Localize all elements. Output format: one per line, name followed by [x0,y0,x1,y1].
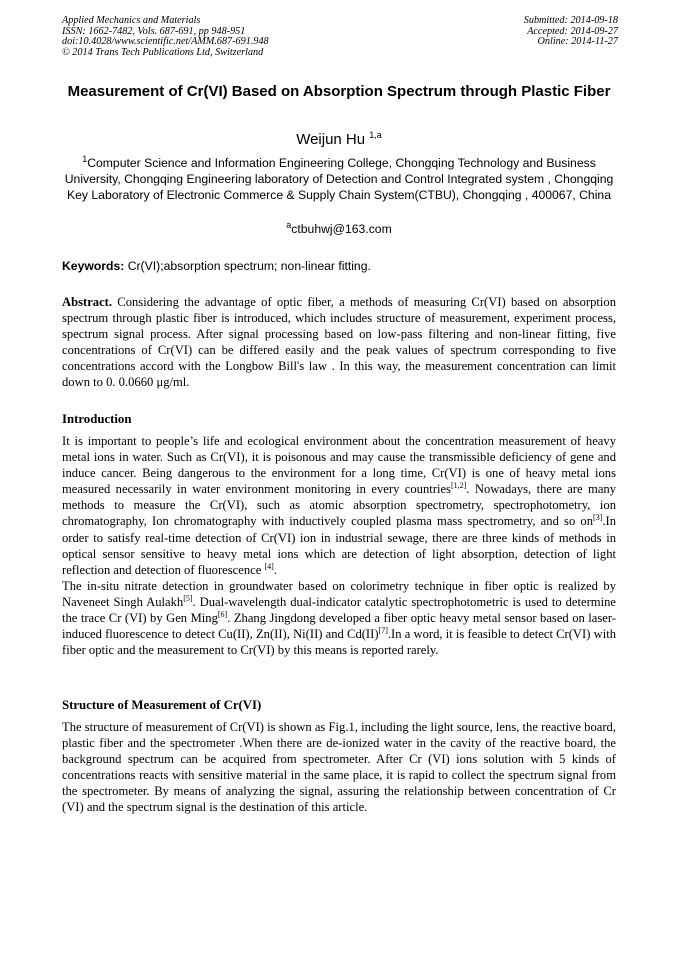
affiliation-text: Computer Science and Information Engineering College, Chongqing Technology and Business University, Chongqing Engineering laboratory of Detection and Control Integrated system , Chongqing Key Laboratory of Electronic Commerce & Supply Chain System(CTBU), Chongqing , 400067, China [64,156,614,203]
email-superscript: a [286,219,292,230]
introduction-heading: Introduction [62,412,132,426]
author-email [62,221,616,237]
submitted-date: Submitted: 2014-09-18 [523,15,618,26]
paper-title: Measurement of Cr(VI) Based on Absorption Spectrum through Plastic Fiber [67,83,611,100]
citation-5: [5] [183,593,193,603]
intro-p2-text-c: . Zhang Jingdong developed a fiber optic heavy metal sensor based on laser-induced fluorescence to detect Cu(II), Zn(II), Ni(II) and Cd(II) [62,611,616,642]
dates-info [524,16,618,48]
citation-3: [3] [593,513,603,523]
journal-info [62,16,269,58]
keywords-label: Keywords: [62,259,125,273]
introduction-paragraph-1 [62,433,616,578]
keywords-text: Cr(VI);absorption spectrum; non-linear fitting. [124,259,371,273]
author-line [62,131,616,149]
affiliation [62,155,616,204]
intro-p1-text-d: . [273,562,277,577]
intro-p1-text-c: .In order to satisfy real-time detection of Cr(VI) ion in industrial sewage, there are three kinds of methods in optical sensor sensitive to heavy metal ions which are detection of light absorption, detection of light reflection and detection of fluorescence [62,514,616,577]
intro-p1-text-a: It is important to people’s life and ecological environment about the concentration measurement of heavy metal ions in water. Such as Cr(VI), it is poisonous and may cause the transmissible deficiency of gene and induce cancer. Being dangerous to the environment for a long time, Cr(VI) is one of heavy metal ions measured necessarily in water environment monitoring in every countries [62,434,616,497]
issn-line: ISSN: 1662-7482, Vols. 687-691, pp 948-951 [62,25,246,37]
citation-7: [7] [378,625,388,635]
citation-4: [4] [264,561,274,571]
email-text: ctbuhwj@163.com [291,222,392,236]
abstract-text: Considering the advantage of optic fiber, a methods of measuring Cr(VI) based on absorption spectrum through plastic fiber is introduced, which includes structure of measurement, experiment process, spectrum signal process. After signal processing based on low-pass filtering and non-linear fitting, five concentrations of Cr(VI) can be differed easily and the peak values of spectrum corresponding to five concentrations accord with the Longbow Bill's law . In this way, the measurement concentration can limit down to 0. 0.0660 μg/ml. [62,295,616,390]
intro-p1-text-b: . Nowadays, there are many methods to measure the Cr(VI), such as atomic absorption spectrometry, spectrophotometry, ion chromatography, Ion chromatography with inductively coupled plasma mass spectrometry, and so on [62,482,616,529]
author-name: Weijun Hu [296,131,370,148]
doi-line: doi:10.4028/www.scientific.net/AMM.687-691.948 [62,36,269,48]
journal-name: Applied Mechanics and Materials [62,15,201,26]
structure-heading: Structure of Measurement of Cr(VI) [62,698,262,712]
abstract [62,294,616,391]
intro-p2-text-a: The in-situ nitrate detection in groundwater based on colorimetry technique in fiber optic is realized by Naveneet Singh Aulakh [62,578,616,609]
intro-p2-text-b: . Dual-wavelength dual-indicator catalytic spectrophotometric is used to determine the trace Cr (VI) by Gen Ming [62,594,616,626]
affiliation-superscript: 1 [82,153,88,164]
keywords [62,258,616,274]
structure-body [62,719,616,816]
citation-1-2: [1,2] [450,481,467,491]
structure-paragraph: The structure of measurement of Cr(VI) is shown as Fig.1, including the light source, lens, the reactive board, plastic fiber and the spectrometer .When there are de-ionized water in the cavity of the reactive board, the background spectrum can be acquired from spectrometer. After Cr (VI) ions solution with 5 kinds of concentrations reacts with sensitive material in the same place, it is rapid to collect the spectrum signal from the spectrometer. By means of analyzing the signal, assuring the relationship between concentration of Cr (VI) and the spectrum signal is the destination of this article. [62,720,616,815]
author-superscript: 1,a [369,130,382,140]
copyright-line: © 2014 Trans Tech Publications Ltd, Switzerland [62,46,264,58]
online-date: Online: 2014-11-27 [537,36,618,48]
introduction-paragraph-2 [62,578,616,658]
citation-6: [6] [217,609,228,619]
abstract-label: Abstract. [62,295,113,309]
introduction-body [62,433,616,658]
accepted-date: Accepted: 2014-09-27 [527,25,618,37]
intro-p2-text-d: .In a word, it is feasible to detect Cr(VI) with fiber optic and the measurement to Cr(VI) by this means is reported rarely. [62,627,617,658]
